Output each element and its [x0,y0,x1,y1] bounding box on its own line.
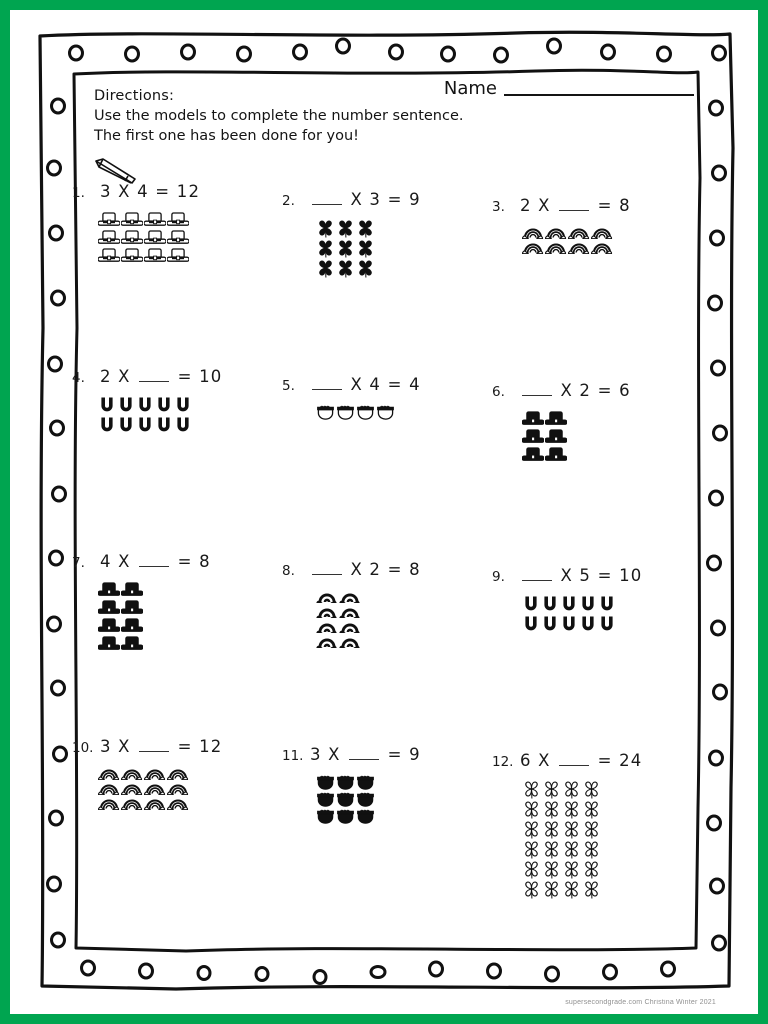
problem-number: 9. [492,569,505,585]
product: 10 [199,367,223,386]
model-array [316,404,395,420]
equals-sign: = [597,196,613,215]
factor-right: 4 [137,182,149,201]
model-array [98,396,192,435]
hat-icon [121,247,143,264]
number-sentence [282,560,492,579]
name-label: Name [443,78,497,99]
clover-icon [582,860,601,879]
horseshoe-icon [579,595,597,614]
problem-3 [492,182,702,367]
pot-icon [356,808,375,824]
clover-icon [316,219,335,238]
product: 8 [619,196,631,215]
pot-icon [316,791,335,807]
problem-2 [282,182,492,367]
clover-icon [522,840,541,859]
number-sentence [492,381,702,400]
number-sentence [492,751,702,770]
hat-icon [98,229,120,246]
product: 10 [619,566,643,585]
problem-number: 1. [72,185,85,201]
horseshoe-icon [522,615,540,634]
pot-icon [336,791,355,807]
clover-icon [522,780,541,799]
clover-icon [336,219,355,238]
horseshoe-icon [174,416,192,435]
problem-number: 3. [492,199,505,215]
problem-number: 10. [72,740,94,756]
product: 12 [176,182,201,201]
clover-icon [336,259,355,278]
hat-icon [98,599,120,616]
factor-left: 2 [100,367,112,386]
rainbow-icon [545,240,567,254]
factor-left: 3 [310,745,322,764]
problem-number: 4. [72,370,85,386]
hat-icon [144,247,166,264]
factor-right: 3 [369,190,382,209]
answer-blank[interactable] [312,191,342,205]
rainbow-icon [591,240,613,254]
answer-blank[interactable] [139,738,169,752]
directions-block [94,86,464,146]
problem-1 [72,182,282,367]
rainbow-icon [316,634,338,648]
equation [310,190,421,209]
answer-blank[interactable] [522,567,552,581]
factor-left: 4 [100,552,112,571]
rainbow-icon [568,225,590,239]
clover-icon [542,820,561,839]
problem-number: 5. [282,378,295,394]
hat-icon [144,211,166,228]
product: 24 [619,751,643,770]
number-sentence [72,737,282,756]
pot-icon [356,404,375,420]
factor-right: 5 [579,566,592,585]
model-array [98,766,189,810]
hat-icon [98,617,120,634]
clover-icon [522,860,541,879]
number-sentence [282,190,492,209]
hat-icon [545,410,567,427]
equals-sign: = [177,367,193,386]
pot-icon [336,404,355,420]
equation [310,745,421,764]
problem-number: 6. [492,384,505,400]
horseshoe-icon [155,396,173,415]
rainbow-icon [316,589,338,603]
factor-left: 6 [520,751,532,770]
rainbow-icon [339,589,361,603]
hat-icon [522,410,544,427]
clover-icon [542,840,561,859]
directions-label: Directions: [94,88,175,104]
model-array [522,780,601,899]
answer-blank[interactable] [559,197,589,211]
clover-icon [582,780,601,799]
clover-icon [316,259,335,278]
problem-row [72,737,702,922]
problem-6 [492,367,702,552]
rainbow-icon [121,766,143,780]
answer-blank[interactable] [349,746,379,760]
clover-icon [356,259,375,278]
hat-icon [121,635,143,652]
problem-10 [72,737,282,922]
horseshoe-icon [560,615,578,634]
hat-icon [121,229,143,246]
answer-blank[interactable] [312,376,342,390]
operator: X [118,737,131,756]
directions-line-1: Use the models to complete the number sentence. [94,108,464,124]
hat-icon [522,428,544,445]
operator: X [560,566,573,585]
hat-icon [167,229,189,246]
horseshoe-icon [117,416,135,435]
rainbow-icon [316,619,338,633]
product: 6 [619,381,631,400]
horseshoe-icon [136,396,154,415]
equals-sign: = [387,745,403,764]
product: 9 [409,745,421,764]
problem-4 [72,367,282,552]
equals-sign: = [597,381,613,400]
directions-line-2: The first one has been done for you! [94,128,359,144]
problem-7 [72,552,282,737]
problem-number: 7. [72,555,85,571]
problem-row [72,182,702,367]
hat-icon [121,617,143,634]
equals-sign: = [597,566,613,585]
clover-icon [542,860,561,879]
hat-icon [121,581,143,598]
equals-sign: = [155,182,171,201]
equation [520,381,631,400]
equation [100,737,222,756]
horseshoe-icon [598,615,616,634]
model-array [316,219,375,278]
clover-icon [582,880,601,899]
clover-icon [562,860,581,879]
model-array [522,410,567,463]
horseshoe-icon [98,416,116,435]
rainbow-icon [121,796,143,810]
rainbow-icon [98,796,120,810]
operator: X [118,367,131,386]
equation [100,367,222,386]
equals-sign: = [387,190,403,209]
clover-icon [562,880,581,899]
hat-icon [98,635,120,652]
problem-8 [282,552,492,737]
answer-blank[interactable] [312,561,342,575]
pot-icon [336,808,355,824]
equation [520,751,642,770]
worksheet-content [72,64,702,964]
factor-right: 2 [369,560,382,579]
clover-icon [522,880,541,899]
rainbow-icon [167,796,189,810]
equation [310,375,421,394]
clover-icon [562,780,581,799]
worksheet-header [72,64,702,179]
problem-row [72,552,702,737]
model-array [522,595,616,634]
clover-icon [522,820,541,839]
clover-icon [582,840,601,859]
equation [520,196,631,215]
hat-icon [144,229,166,246]
name-input[interactable] [504,94,694,96]
rainbow-icon [316,604,338,618]
problem-5 [282,367,492,552]
problem-number: 11. [282,748,304,764]
product: 4 [409,375,421,394]
horseshoe-icon [136,416,154,435]
model-array [98,211,189,264]
pot-icon [376,404,395,420]
answer-blank[interactable] [522,382,552,396]
problem-number: 2. [282,193,295,209]
clover-icon [356,219,375,238]
factor-right: 4 [369,375,382,394]
hat-icon [121,211,143,228]
clover-icon [542,800,561,819]
hat-icon [98,211,120,228]
pot-icon [316,774,335,790]
operator: X [538,751,551,770]
equation [100,182,200,201]
pot-icon [356,791,375,807]
rainbow-icon [339,604,361,618]
rainbow-icon [167,781,189,795]
operator: X [118,552,131,571]
rainbow-icon [98,781,120,795]
rainbow-icon [144,766,166,780]
horseshoe-icon [541,615,559,634]
operator: X [118,182,131,201]
equation [310,560,421,579]
problem-row [72,367,702,552]
hat-icon [167,211,189,228]
hat-icon [98,581,120,598]
factor-left: 2 [520,196,532,215]
horseshoe-icon [98,396,116,415]
model-array [522,225,613,254]
horseshoe-icon [155,416,173,435]
rainbow-icon [167,766,189,780]
product: 9 [409,190,421,209]
clover-icon [336,239,355,258]
operator: X [328,745,341,764]
clover-icon [562,820,581,839]
problem-9 [492,552,702,737]
horseshoe-icon [174,396,192,415]
rainbow-icon [568,240,590,254]
rainbow-icon [98,766,120,780]
equals-sign: = [387,375,403,394]
equation [520,566,642,585]
clover-icon [522,800,541,819]
equals-sign: = [177,552,193,571]
factor-left: 3 [100,182,112,201]
rainbow-icon [591,225,613,239]
rainbow-icon [144,796,166,810]
model-array [98,581,143,652]
pot-icon [356,774,375,790]
number-sentence [492,196,702,215]
operator: X [350,375,363,394]
problem-grid [72,182,702,922]
clover-icon [356,239,375,258]
number-sentence [282,745,492,764]
equals-sign: = [177,737,193,756]
horseshoe-icon [522,595,540,614]
hat-icon [522,446,544,463]
number-sentence [282,375,492,394]
horseshoe-icon [117,396,135,415]
product: 8 [409,560,421,579]
hat-icon [98,247,120,264]
equals-sign: = [597,751,613,770]
number-sentence [492,566,702,585]
clover-icon [562,800,581,819]
operator: X [560,381,573,400]
clover-icon [316,239,335,258]
clover-icon [542,780,561,799]
problem-number: 8. [282,563,295,579]
rainbow-icon [339,634,361,648]
problem-12 [492,737,702,922]
hat-icon [167,247,189,264]
horseshoe-icon [560,595,578,614]
operator: X [350,190,363,209]
pencil-icon [94,158,140,184]
rainbow-icon [144,781,166,795]
pot-icon [316,404,335,420]
clover-icon [582,800,601,819]
equation [100,552,211,571]
factor-left: 3 [100,737,112,756]
clover-icon [562,840,581,859]
operator: X [350,560,363,579]
product: 8 [199,552,211,571]
answer-blank[interactable] [139,368,169,382]
model-array [316,774,375,824]
operator: X [538,196,551,215]
pot-icon [316,808,335,824]
clover-icon [582,820,601,839]
rainbow-icon [121,781,143,795]
horseshoe-icon [541,595,559,614]
answer-blank[interactable] [559,752,589,766]
rainbow-icon [522,225,544,239]
name-field-group [444,78,694,99]
problem-number: 12. [492,754,514,770]
horseshoe-icon [579,615,597,634]
model-array [316,589,361,648]
watermark: supersecondgrade.com Christina Winter 2021 [565,999,716,1006]
worksheet-page [10,10,758,1014]
number-sentence [72,552,282,571]
factor-right: 2 [579,381,592,400]
horseshoe-icon [598,595,616,614]
equals-sign: = [387,560,403,579]
hat-icon [121,599,143,616]
rainbow-icon [339,619,361,633]
hat-icon [545,446,567,463]
problem-11 [282,737,492,922]
pot-icon [336,774,355,790]
rainbow-icon [545,225,567,239]
number-sentence [72,367,282,386]
number-sentence [72,182,282,201]
hat-icon [545,428,567,445]
answer-blank[interactable] [139,553,169,567]
clover-icon [542,880,561,899]
product: 12 [199,737,223,756]
rainbow-icon [522,240,544,254]
